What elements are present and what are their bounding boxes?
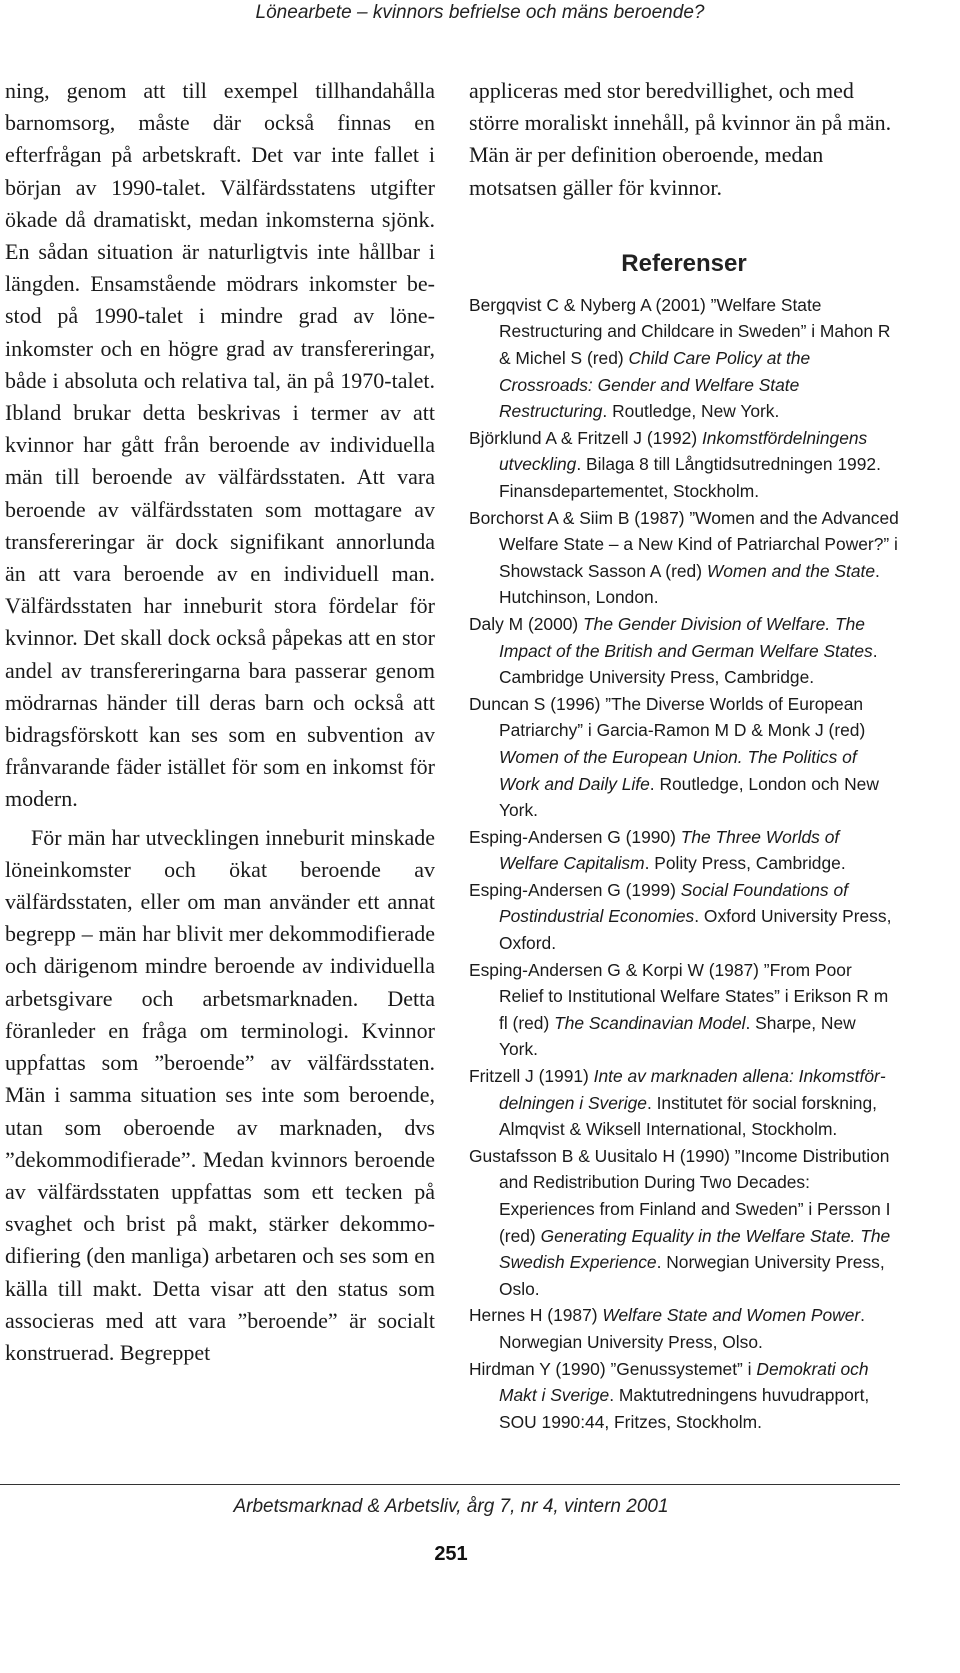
reference-item: Duncan S (1996) ”The Diverse Worlds of European Patriarchy” i Garcia-Ramon M D & Monk J (red) Women of the European Union. The Politics of Work and Daily Life. Routledge, London och New York. bbox=[469, 693, 879, 821]
body-paragraph: appliceras med stor beredvillighet, och med större moraliskt innehåll, på kvinnor än på män. Män är per definition oberoende, medan motsatsen gäller för kvinnor. bbox=[469, 78, 892, 200]
reference-item: Esping-Andersen G (1999) Social Foundations of Postindustrial Economies. Oxford University Press, Oxford. bbox=[469, 879, 892, 954]
reference-item: Björklund A & Fritzell J (1992) Inkomstfördelningens utveckling. Bilaga 8 till Långtidsutredningen 1992. Finansdepartementet, Stockholm. bbox=[469, 427, 881, 501]
footer-divider bbox=[0, 1484, 900, 1485]
reference-item: Fritzell J (1991) Inte av marknaden allena: Inkomstfördelningen i Sverige. Institutet för social forskning, Almqvist & Wiksell International, Stockholm. bbox=[469, 1066, 886, 1140]
reference-item: Bergqvist C & Nyberg A (2001) ”Welfare State Restructuring and Childcare in Sweden” i Mahon R & Michel S (red) Child Care Policy at the Crossroads: Gender and Welfare State Restructuring. Routledge, New York. bbox=[469, 294, 891, 422]
reference-item: Gustafsson B & Uusitalo H (1990) ”Income Distribution and Redistribution During Two Decades: Experiences from Finland and Sweden” i Persson I (red) Generating Equality in the Welfare State. The Swedish Experience. Norwegian University Press, Oslo. bbox=[469, 1145, 891, 1299]
running-head: Lönearbete – kvinnors befrielse och mäns beroende? bbox=[255, 2, 705, 23]
journal-footer: Arbetsmarknad & Arbetsliv, årg 7, nr 4, vintern 2001 bbox=[233, 1496, 669, 1517]
references-list bbox=[469, 292, 899, 1436]
reference-item: Hirdman Y (1990) ”Genussystemet” i Demokrati och Makt i Sverige. Maktutredningens huvudrapport, SOU 1990:44, Fritzes, Stockholm. bbox=[469, 1358, 870, 1432]
body-column-left bbox=[5, 75, 435, 1369]
references-heading: Referenser bbox=[621, 249, 747, 277]
body-paragraph: För män har utvecklingen inneburit minskade löneinkomster och ökat beroende av välfärdsstaten, eller om man använder ett annat begrepp – män har blivit mer dekommodifierade och därigenom mindre beroende av individuella arbetsgivare och arbetsmarknaden. Detta föranleder en fråga om terminologi. Kvinnor uppfattas som ”beroende” av välfärdsstaten. Män i samma situation ses inte som beroende, utan som oberoende av marknaden, dvs ”dekommodifierade”. Medan kvinnors beroende av välfärdsstaten uppfattas som ett tecken på svaghet och brist på makt, stärker dekommodifiering (den manliga) arbetaren och ses som en källa till makt. Detta visar att den status som associeras med att vara ”beroende” är socialt konstruerad. Begreppet bbox=[5, 824, 435, 1365]
reference-item: Esping-Andersen G (1990) The Three Worlds of Welfare Capitalism. Polity Press, Cambridge. bbox=[469, 826, 846, 874]
reference-item: Esping-Andersen G & Korpi W (1987) ”From Poor Relief to Institutional Welfare States” i Erikson R m fl (red) The Scandinavian Model. Sharpe, New York. bbox=[469, 959, 889, 1060]
page-number: 251 bbox=[434, 1543, 468, 1565]
body-paragraph: ning, genom att till exempel tillhandahålla barnomsorg, måste där också finnas en efterfrågan på arbetskraft. Det var inte fallet i början av 1990-talet. Välfärdsstatens utgifter ökade då dramatiskt, medan inkomsterna sjönk. En sådan situation är naturligtvis inte hållbar i längden. Ensamstående mödrars inkomster bestod på 1990-talet i mindre grad av löneinkomster och en högre grad av transfereringar, både i absoluta och relativa tal, än på 1970-talet. Ibland brukar detta beskrivas i termer av att kvinnor har gått från beroende av individuella män till beroende av välfärdsstaten. Att vara beroende av välfärdsstaten som mottagare av transfereringar är dock signifikant annorlunda än att vara beroende av en individuell man. Välfärdsstaten har inneburit stora fördelar för kvinnor. Det skall dock också påpekas att en stor andel av transfereringarna bara passerar genom mödrarnas händer till deras barn och också att bidragsförskott kan ses som en subvention av frånvarande fäder istället för som en inkomst för modern. bbox=[5, 78, 435, 812]
reference-item: Daly M (2000) The Gender Division of Welfare. The Impact of the British and German Welfare States. Cambridge University Press, Cambridge. bbox=[469, 613, 878, 688]
reference-item: Borchorst A & Siim B (1987) ”Women and the Advanced Welfare State – a New Kind of Patriarchal Power?” i Showstack Sasson A (red) Women and the State. Hutchinson, London. bbox=[469, 507, 899, 608]
reference-item: Hernes H (1987) Welfare State and Women Power. Norwegian University Press, Olso. bbox=[469, 1305, 865, 1352]
body-column-right bbox=[469, 75, 899, 1435]
